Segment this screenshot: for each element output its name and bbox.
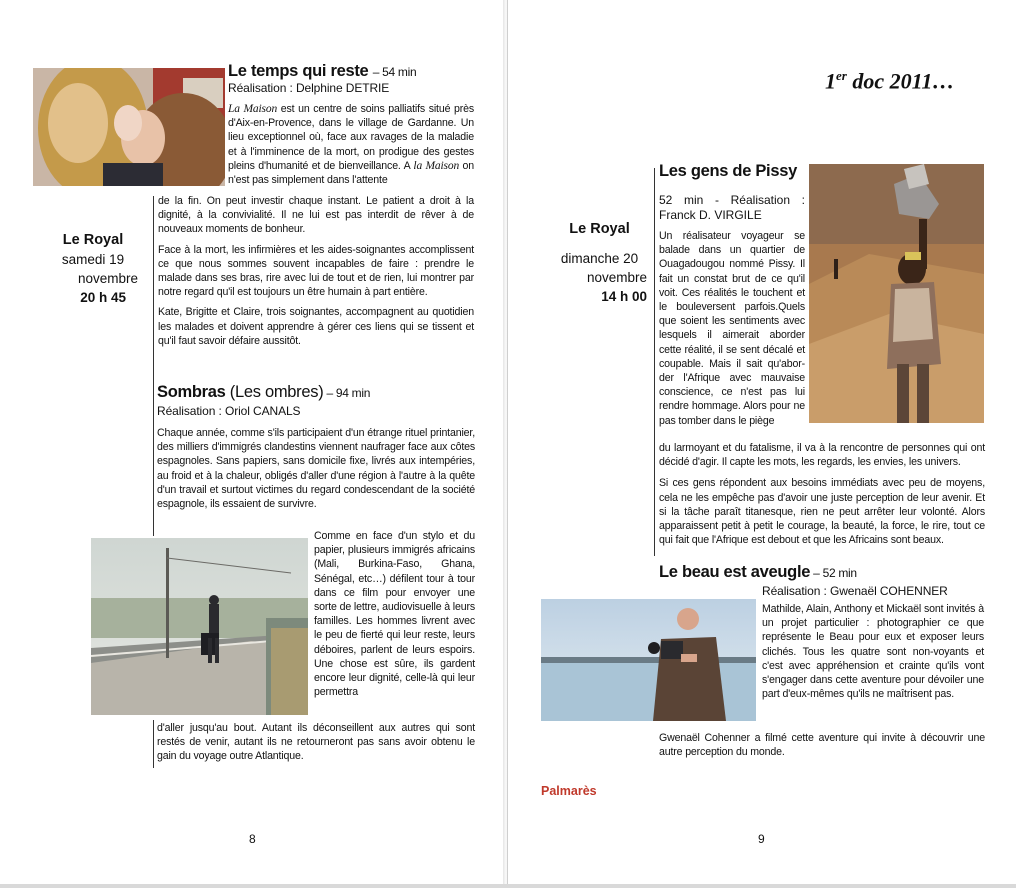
film1-intro-narrow: La Maison est un centre de soins palliatifs situé près d'Aix-en-Provence, dans le village de Gardanne. Un lieu exceptionnel où, face aux ravages de la maladie et à l'imminence de la mort, on prodigue des gestes pleins d'humanité et de bienveillance. A la Maison on n'est pas simplement dans l'attente xyxy=(228,103,475,187)
film-title-le-temps-qui-reste: Le temps qui reste – 54 min xyxy=(228,62,417,80)
palmares-link[interactable]: Palmarès xyxy=(541,784,597,798)
page-header-doc: 1er doc 2011… xyxy=(825,68,955,94)
photo-road-walker xyxy=(91,538,308,715)
bottom-edge xyxy=(0,884,1016,888)
column-rule-right xyxy=(654,168,655,556)
film4-body-wide: Gwenaël Cohenner a filmé cette aventure qui invite à découvrir une autre perception du monde. xyxy=(659,732,985,759)
film-title-le-beau-est-aveugle: Le beau est aveugle – 52 min xyxy=(659,563,857,581)
column-rule-left xyxy=(153,196,154,536)
film2-body-1: Chaque année, comme s'ils participaient d'un étrange rituel printanier, des milliers d'immigrés clandestins viennent naufrager face aux côtes espagnoles. Sans papiers, sans domicile fixe, livrés aux intempéries, au froid et à la chaleur, obligés d'aller d'une région à l'autre à la quête d'un travail et surtout victimes du regard condescendant de la société espagnole, ils essaient de survivre. xyxy=(157,427,475,511)
director-detrie: Réalisation : Delphine DETRIE xyxy=(228,81,390,95)
film3-body-wide: du larmoyant et du fatalisme, il va à la rencontre de personnes qui ont décidé d'agir. Il capte les mots, les regards, les envies, les univers. Si ces gens répondent aux besoins immédiats avec peu de moyens, cela ne les empêche pas d'avoir une juste perception de leur avenir. Et si la tâche paraît titanesque, rien ne peut arrêter leur volonté. Alors apparaissent petit à petit le courage, la beauté, la force, le rire, tout ce qui fait que l'Afrique est debout et que les Africains sont beaux. xyxy=(659,442,985,547)
session-sunday: Le Royal dimanche 20 novembre 14 h 00 xyxy=(560,221,647,304)
film-title-sombras: Sombras (Les ombres) – 94 min xyxy=(157,383,371,401)
director-cohenner: Réalisation : Gwenaël COHENNER xyxy=(762,584,948,598)
film1-body-wide: de la fin. On peut investir chaque instant. Le patient a droit à la dignité, à la convivialité. Il ne lui est pas interdit de rêver à de nouveaux moments de bonheur. Face à la mort, les infirmières et les aides-soignantes accomplissent ce que nous sommes souvent incapables de faire : prendre le malade dans ses bras, rire avec lui de tout et de rien, lui montrer par notre regard qu'il est toujours un être humain à part entière. Kate, Brigitte et Claire, trois soignantes, accompagnent au quotidien les malades et doivent apprendre à gérer ces liens qui se tissent et qu'il faut savoir défaire aussitôt. xyxy=(158,195,474,347)
photo-two-women xyxy=(33,68,225,186)
film2-body-wide: d'aller jusqu'au bout. Autant ils déconseillent aux autres qui sont restés de venir, autant ils ne retourneront pas sans avoir obtenu le gain du voyage outre Atlantique. xyxy=(157,722,475,763)
film4-body-narrow: Mathilde, Alain, Anthony et Mickaël sont invités à un projet particulier : photographier ce que représente le Beau pour eux et exposer leurs clichés. Tous les quatre sont non-voyants et c'est avec appréhension et crainte qu'ils vont s'engager dans cette aventure pour dévoiler une part d'eux-mêmes qu'ils ne maîtrisent pas. xyxy=(762,603,984,701)
film-title-les-gens-de-pissy: Les gens de Pissy xyxy=(659,162,797,180)
page-number-left: 8 xyxy=(249,832,256,846)
session-saturday: Le Royal samedi 19 novembre 20 h 45 xyxy=(61,232,138,305)
director-virgile: 52 min - Réalisation : Franck D. VIRGILE xyxy=(659,193,805,222)
page-left xyxy=(0,0,506,886)
page-right xyxy=(507,0,1016,886)
film3-body-narrow: Un réalisateur voyageur se balade dans un quartier de Ouagadougou nommé Pissy. Il fait un constat brut de ce qu'il voit. Ces réalités le touchent et le bouleversent parfois.Quels que soient les sentiments avec lesquels il aimerait aborder cette réalité, il se sent décalé et coupable. Mais il sait qu'abor-der l'Afrique avec mauvaise conscience, ce n'est pas lui rendre hommage. Alors pour ne pas tomber dans le piège xyxy=(659,230,805,427)
page-number-right: 9 xyxy=(758,832,765,846)
photo-man-with-camera xyxy=(541,599,756,721)
film2-body-narrow: Comme en face d'un stylo et du papier, plusieurs immigrés africains (Mali, Burkina-Faso, Ghana, Sénégal, etc…) défilent tour à tour dans ce film pour envoyer une sorte de lettre, audiovisuelle à leurs familles. Les hommes livrent avec le peu de fierté qui leur reste, leurs déboires, parlent de leurs espoirs. Une chose est sûre, ils gardent encore leur dignité, celle-là qui leur permettra xyxy=(314,530,475,699)
column-rule-left-lower xyxy=(153,720,154,768)
director-canals: Réalisation : Oriol CANALS xyxy=(157,404,301,418)
photo-woman-carrying-stone xyxy=(809,164,984,423)
